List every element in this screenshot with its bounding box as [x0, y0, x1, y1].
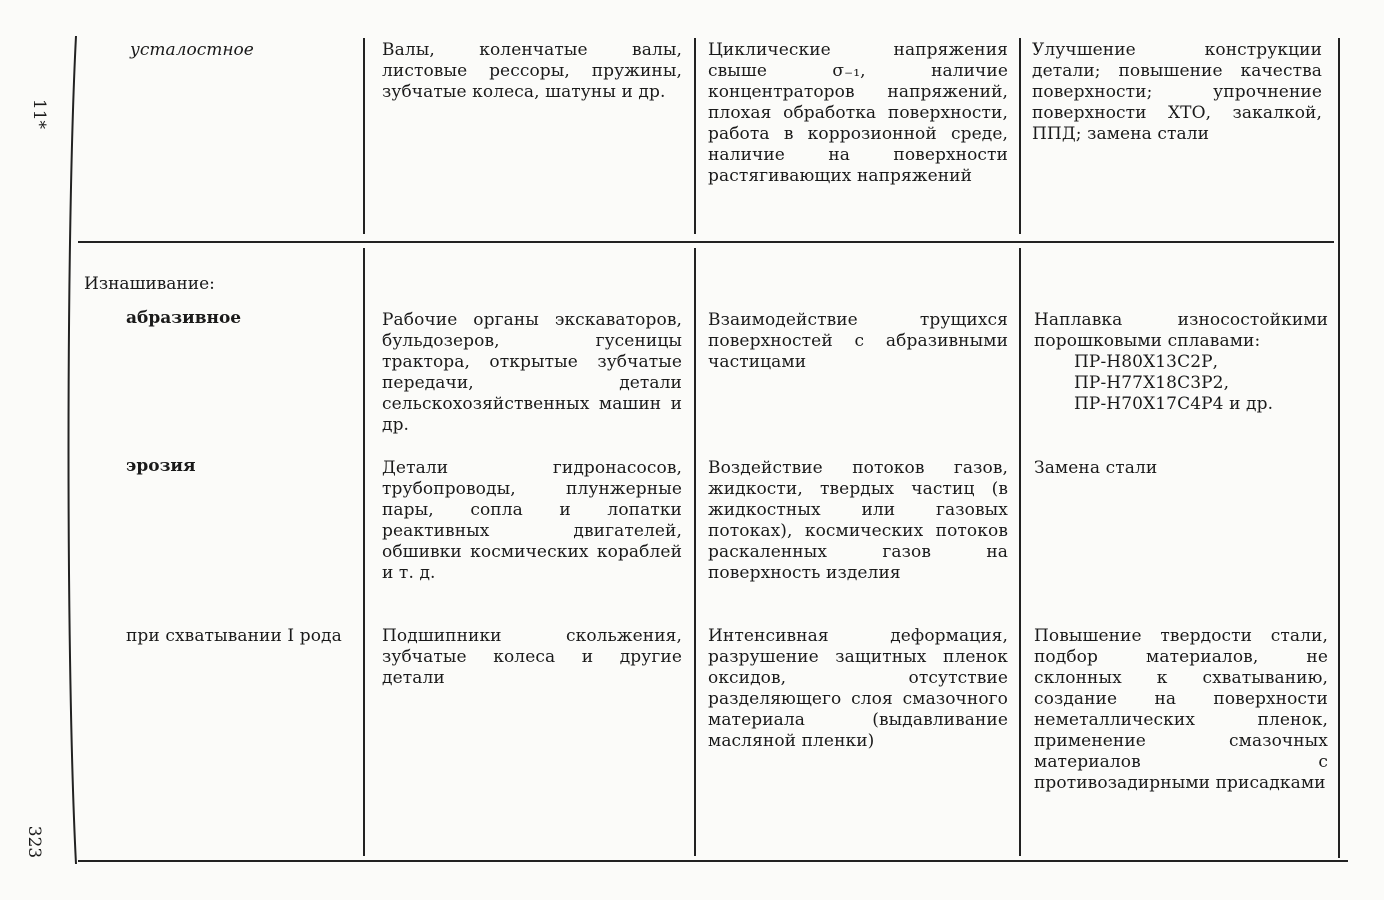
left-border [60, 30, 84, 870]
alloy-item: ПР-Н80Х13С2Р, [1074, 352, 1219, 372]
page-number: 323 [24, 825, 45, 859]
table-bottom-rule [78, 860, 1348, 862]
measures-fatigue: Улучшение конструкции детали; повышение качества поверхности; упрочнение поверхности ХТО, закалкой, ППД; замена стали [1032, 40, 1322, 144]
causes-fatigue: Циклические напряжения свыше σ₋₁, наличие концентраторов напряжений, плохая обработка поверхности, работа в коррозионной среде, наличие на поверхности растягивающих напряжений [708, 40, 1008, 186]
section-heading-wear: Изнашивание: [84, 274, 215, 294]
parts-seizure: Подшипники скольжения, зубчатые колеса и другие детали [382, 626, 682, 688]
right-border [1338, 38, 1340, 858]
page-marker: 11* [29, 98, 50, 130]
measures-abrasive-intro: Наплавка износостойкими порошковыми сплавами: [1034, 310, 1328, 351]
wear-type-abrasive: абразивное [126, 308, 242, 328]
column-divider [1019, 38, 1021, 234]
causes-abrasive: Взаимодействие трущихся поверхностей с абразивными частицами [708, 310, 1008, 372]
column-divider [694, 38, 696, 234]
parts-erosion: Детали гидронасосов, трубопроводы, плунжерные пары, сопла и лопатки реактивных двигателей, обшивки космических кораблей и т. д. [382, 458, 682, 583]
column-divider [694, 248, 696, 856]
row-separator [78, 241, 1334, 243]
measures-seizure: Повышение твердости стали, подбор материалов, не склонных к схватыванию, создание на поверхности неметаллических пленок, применение смазочных материалов с противозадирными присадками [1034, 626, 1328, 793]
alloy-item: ПР-Н77Х18С3Р2, [1074, 373, 1230, 393]
causes-seizure: Интенсивная деформация, разрушение защитных пленок оксидов, отсутствие разделяющего слоя смазочного материала (выдавливание масляной пленки) [708, 626, 1008, 751]
column-divider [1019, 248, 1021, 856]
wear-type-erosion: эрозия [126, 456, 196, 476]
causes-erosion: Воздействие потоков газов, жидкости, твердых частиц (в жидкостных или газовых потоках), космических потоков раскаленных газов на поверхность изделия [708, 458, 1008, 583]
alloy-item: ПР-Н70Х17С4Р4 и др. [1074, 394, 1274, 414]
parts-abrasive: Рабочие органы экскаваторов, бульдозеров, гусеницы трактора, открытые зубчатые передачи, детали сельскохозяйственных машин и др. [382, 310, 682, 435]
wear-type-seizure: при схватывании I рода [126, 626, 342, 646]
parts-fatigue: Валы, коленчатые валы, листовые рессоры, пружины, зубчатые колеса, шатуны и др. [382, 40, 682, 102]
measures-abrasive [1034, 310, 1328, 415]
column-divider [363, 248, 365, 856]
column-divider [363, 38, 365, 234]
fracture-type-fatigue: усталостное [130, 40, 254, 60]
measures-erosion: Замена стали [1034, 458, 1158, 478]
